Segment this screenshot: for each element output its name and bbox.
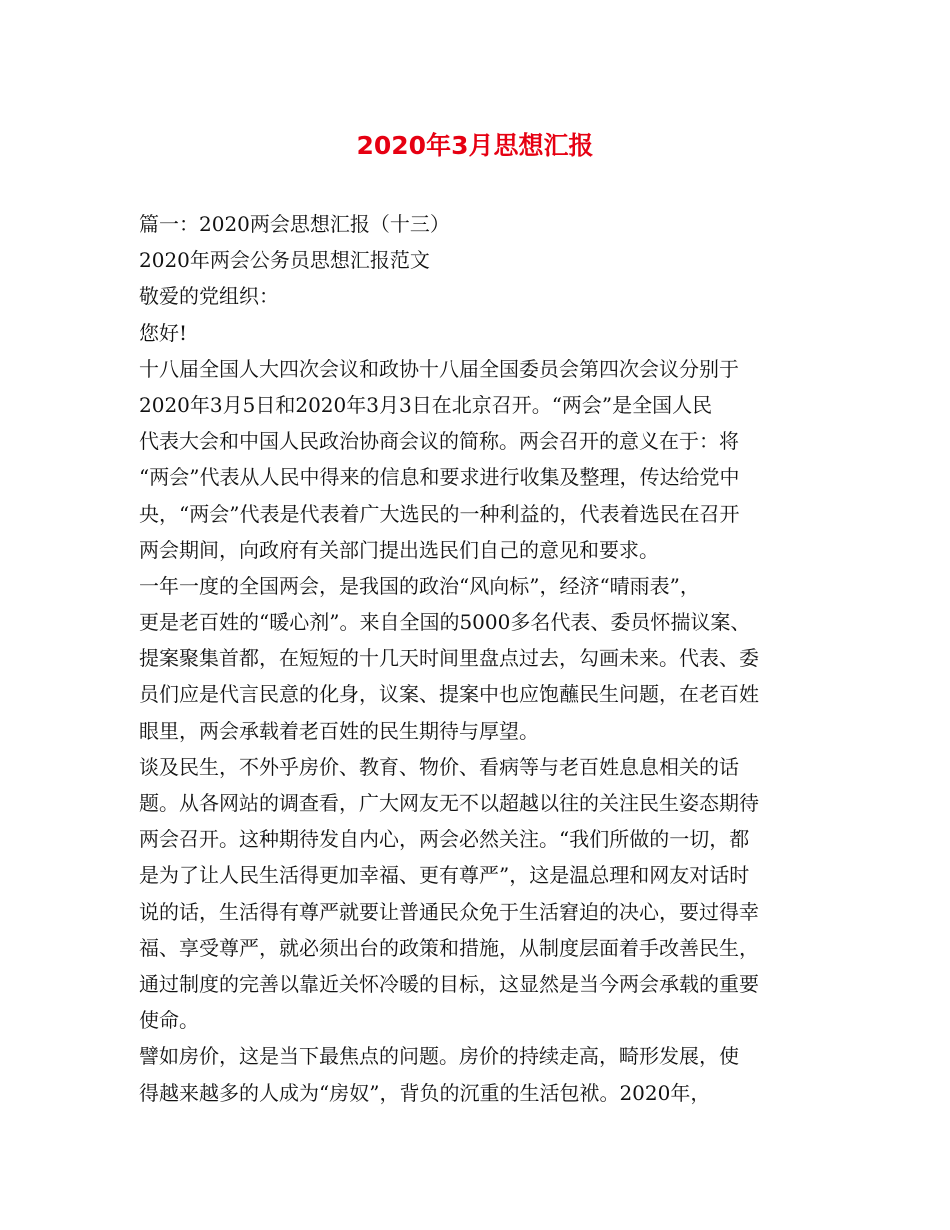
text-line: 代表大会和中国人民政治协商会议的简称。两会召开的意义在于：将 [139, 429, 739, 454]
text-line: 十八届全国人大四次会议和政协十八届全国委员会第四次会议分别于 [139, 356, 739, 381]
text-line: 您好! [139, 320, 188, 345]
text-line: 通过制度的完善以靠近关怀冷暖的目标，这显然是当今两会承载的重要 [139, 971, 759, 996]
text-line: 员们应是代言民意的化身，议案、提案中也应饱蘸民生问题，在老百姓 [139, 682, 759, 707]
text-line: 两会期间，向政府有关部门提出选民们自己的意见和要求。 [139, 537, 659, 562]
text-line: 一年一度的全国两会，是我国的政治“风向标”，经济“晴雨表”， [139, 573, 700, 598]
text-line: 谈及民生，不外乎房价、教育、物价、看病等与老百姓息息相关的话 [139, 754, 739, 779]
text-line: 更是老百姓的“暖心剂”。来自全国的5000多名代表、委员怀揣议案、 [139, 610, 751, 635]
text-line: 敬爱的党组织： [139, 284, 279, 309]
text-line: 使命。 [139, 1008, 199, 1033]
text-line: 得越来越多的人成为“房奴”，背负的沉重的生活包袱。2020年， [139, 1080, 711, 1105]
text-line: 福、享受尊严，就必须出台的政策和措施，从制度层面着手改善民生， [139, 935, 759, 960]
text-line: 提案聚集首都，在短短的十几天时间里盘点过去，勾画未来。代表、委 [139, 646, 759, 671]
text-line: 譬如房价，这是当下最焦点的问题。房价的持续走高，畸形发展，使 [139, 1044, 739, 1069]
text-line: 两会召开。这种期待发自内心，两会必然关注。“我们所做的一切，都 [139, 827, 750, 852]
text-line: 题。从各网站的调查看，广大网友无不以超越以往的关注民生姿态期待 [139, 791, 759, 815]
text-line: “两会”代表从人民中得来的信息和要求进行收集及整理，传达给党中 [139, 465, 740, 490]
text-line: 是为了让人民生活得更加幸福、更有尊严”，这是温总理和网友对话时 [139, 863, 750, 888]
document-title: 2020年3月思想汇报 [356, 131, 594, 160]
text-line: 央，“两会”代表是代表着广大选民的一种利益的，代表着选民在召开 [139, 501, 740, 526]
document-body [139, 206, 819, 1111]
text-line: 眼里，两会承载着老百姓的民生期待与厚望。 [139, 718, 539, 743]
text-line: 2020年两会公务员思想汇报范文 [139, 248, 430, 273]
text-line: 说的话，生活得有尊严就要让普通民众免于生活窘迫的决心，要过得幸 [139, 899, 759, 924]
text-line: 2020年3月5日和2020年3月3日在北京召开。“两会”是全国人民 [139, 392, 713, 417]
text-line: 篇一：2020两会思想汇报（十三） [139, 212, 450, 236]
